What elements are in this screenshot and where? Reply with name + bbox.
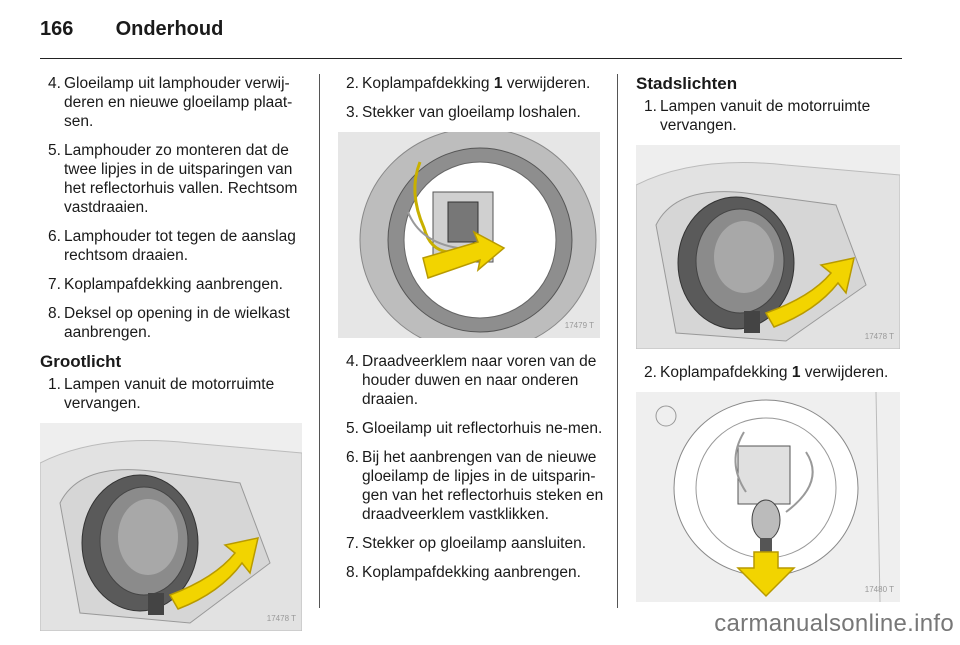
column-divider [617, 74, 618, 608]
step-text: Deksel op opening in de wielkast aanbrengen. [64, 305, 290, 341]
list-item [40, 304, 305, 342]
section-heading-grootlicht: Grootlicht [40, 352, 122, 371]
steps-list-stadslichten-cont [636, 363, 904, 382]
list-item [338, 103, 606, 122]
step-text: Koplampafdekking [660, 364, 792, 381]
list-item [338, 534, 606, 553]
footer-watermark: carmanualsonline.info [714, 610, 954, 637]
step-number: 2. [346, 75, 359, 92]
steps-list-continued [40, 74, 305, 342]
step-text: Lampen vanuit de motorruimte vervangen. [660, 98, 871, 134]
section-heading-stadslichten: Stadslichten [636, 74, 738, 93]
list-item [338, 352, 606, 409]
column-divider [319, 74, 320, 608]
step-number: 6. [48, 228, 61, 245]
figure-code: 17479 T [564, 321, 594, 330]
list-item [636, 97, 904, 135]
step-number: 5. [48, 142, 61, 159]
step-text: Bij het aanbrengen van de nieuwe gloeilamp de lipjes in de uitsparin-gen van het reflectorhuis steken en draadveerklem vastklikken. [362, 449, 604, 523]
figure-code: 17478 T [266, 614, 296, 623]
step-text: Lamphouder zo monteren dat de twee lipjes in de uitsparingen van het reflectorhuis vallen. Rechtsom vastdraaien. [64, 142, 298, 216]
list-item [338, 74, 606, 93]
steps-list-stadslichten [636, 97, 904, 135]
step-text: Draadveerklem naar voren van de houder duwen en naar onderen draaien. [362, 353, 597, 408]
step-number: 7. [346, 535, 359, 552]
step-callout-number: 1 [791, 364, 801, 381]
page-header [40, 18, 223, 41]
step-number: 2. [644, 364, 657, 381]
step-callout-number: 1 [493, 75, 503, 92]
step-text: verwijderen. [800, 364, 889, 381]
figure-parking-bulb [636, 392, 900, 602]
figure-headlamp-connector [338, 132, 600, 338]
step-number: 4. [48, 75, 61, 92]
list-item [338, 563, 606, 582]
figure-lamp-cover-2 [636, 145, 900, 349]
step-text: Lamphouder tot tegen de aanslag rechtsom draaien. [64, 228, 296, 264]
step-number: 6. [346, 449, 359, 466]
step-number: 4. [346, 353, 359, 370]
page-title: Onderhoud [115, 18, 224, 40]
lamp-cover-illustration [636, 145, 900, 349]
parking-bulb-illustration [636, 392, 900, 602]
steps-list-bulb [338, 352, 606, 582]
step-number: 5. [346, 420, 359, 437]
step-number: 1. [644, 98, 657, 115]
column-2 [338, 74, 606, 592]
step-text: Koplampafdekking aanbrengen. [362, 564, 581, 581]
steps-list-grootlicht-cont [338, 74, 606, 122]
figure-code: 17478 T [864, 332, 894, 341]
step-number: 7. [48, 276, 61, 293]
figure-lamp-cover [40, 423, 302, 631]
list-item [40, 74, 305, 131]
column-1 [40, 74, 305, 645]
step-text: Gloeilamp uit lamphouder verwij-deren en nieuwe gloeilamp plaat-sen. [64, 75, 293, 130]
step-text: Koplampafdekking aanbrengen. [64, 276, 283, 293]
step-number: 8. [48, 305, 61, 322]
list-item [40, 275, 305, 294]
figure-code: 17480 T [864, 585, 894, 594]
step-text: Lampen vanuit de motorruimte vervangen. [64, 376, 275, 412]
headlamp-connector-illustration [338, 132, 600, 338]
steps-list-grootlicht [40, 375, 305, 413]
step-number: 3. [346, 104, 359, 121]
page-number: 166 [40, 18, 74, 40]
list-item [40, 227, 305, 265]
list-item [636, 363, 904, 382]
list-item [40, 141, 305, 217]
step-text: Gloeilamp uit reflectorhuis ne-men. [362, 420, 603, 437]
step-number: 8. [346, 564, 359, 581]
step-text: Koplampafdekking [362, 75, 494, 92]
step-text: verwijderen. [502, 75, 591, 92]
list-item [40, 375, 305, 413]
step-number: 1. [48, 376, 61, 393]
list-item [338, 419, 606, 438]
column-3 [636, 74, 904, 616]
lamp-cover-illustration [40, 423, 302, 631]
list-item [338, 448, 606, 524]
step-text: Stekker op gloeilamp aansluiten. [362, 535, 587, 552]
step-text: Stekker van gloeilamp loshalen. [362, 104, 581, 121]
header-rule [40, 58, 902, 59]
